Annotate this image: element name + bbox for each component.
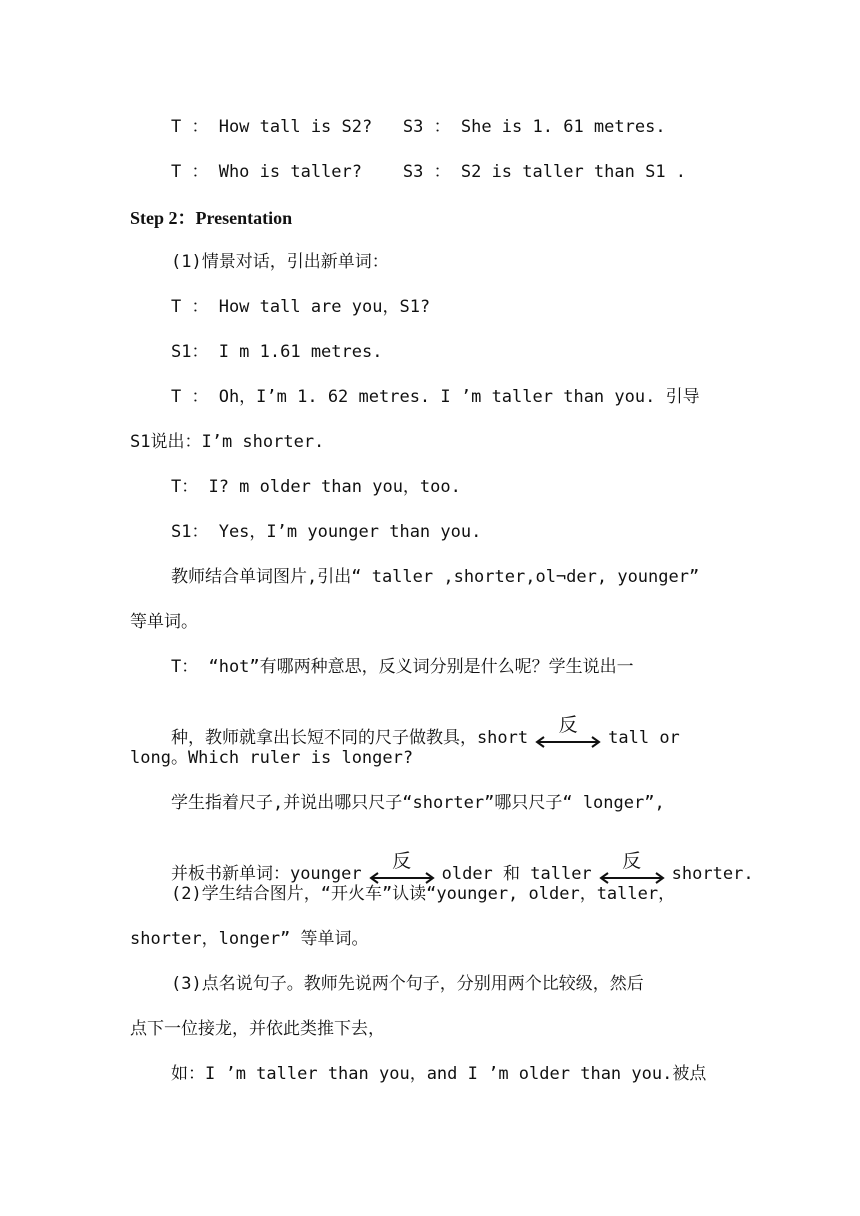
paragraph-text: older 和 taller — [441, 864, 592, 884]
paragraph-line: 学生指着尺子,并说出哪只尺子“shorter”哪只尺子“ longer”, — [171, 793, 665, 813]
paragraph-text: tall or — [608, 728, 680, 748]
section-heading: Step 2：Presentation — [130, 208, 293, 228]
dialogue-line-6: T： I? m older than you，too. — [171, 477, 461, 497]
paragraph-line-with-arrows — [0, 826, 860, 884]
dialogue-line-5-cont: S1说出：I’m shorter. — [130, 432, 325, 452]
antonym-label: 反 — [622, 850, 642, 872]
antonym-label: 反 — [392, 850, 412, 872]
dialogue-line-4: S1： I m 1.61 metres. — [171, 342, 383, 362]
paragraph-line-cont: long。Which ruler is longer? — [130, 748, 414, 768]
paragraph-text: 并板书新单词：younger — [170, 864, 362, 884]
paragraph-line: T： “hot”有哪两种意思，反义词分别是什么呢？学生说出一 — [171, 657, 634, 677]
paragraph-line-cont: shorter，longer” 等单词。 — [130, 929, 369, 949]
instruction-line: (1)情景对话，引出新单词： — [171, 252, 389, 272]
paragraph-line: (3)点名说句子。教师先说两个句子，分别用两个比较级，然后 — [171, 974, 644, 994]
antonym-label: 反 — [558, 714, 578, 736]
dialogue-line-1: T ： How tall is S2? S3 ： She is 1. 61 metres. — [171, 117, 666, 137]
dialogue-line-2: T ： Who is taller? S3 ： S2 is taller than S1 . — [171, 162, 687, 182]
dialogue-line-5: T ： Oh，I’m 1. 62 metres. I ’m taller than you. 引导 — [171, 387, 700, 407]
dialogue-line-7: S1： Yes，I’m younger than you. — [171, 522, 482, 542]
paragraph-text: 种，教师就拿出长短不同的尺子做教具，short — [170, 728, 529, 748]
paragraph-line-with-arrow — [0, 690, 860, 748]
paragraph-line-cont: 等单词。 — [130, 612, 198, 632]
paragraph-line-cont: 点下一位接龙，并依此类推下去， — [130, 1019, 385, 1039]
paragraph-text: shorter. — [671, 864, 754, 884]
paragraph-line: (2)学生结合图片，“开火车”认读“younger, older，taller， — [171, 884, 676, 904]
dialogue-line-3: T ： How tall are you，S1? — [171, 297, 431, 317]
paragraph-line: 教师结合单词图片,引出“ taller ,shorter,ol¬der, younger” — [171, 567, 700, 587]
paragraph-line: 如：I ’m taller than you，and I ’m older than you.被点 — [171, 1064, 707, 1084]
